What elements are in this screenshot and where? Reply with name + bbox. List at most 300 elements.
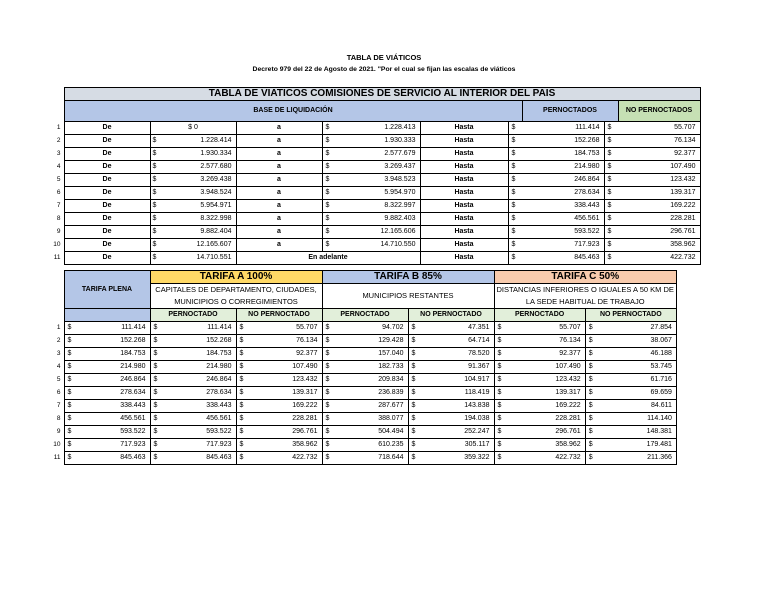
de-label: De bbox=[64, 135, 150, 148]
tarifa-b-no-pernoctado-value: 64.714 bbox=[420, 335, 494, 348]
tarifa-a-no-pernoctado-value: 139.317 bbox=[248, 387, 322, 400]
tarifa-a-no-pernoctado-value: 107.490 bbox=[248, 361, 322, 374]
currency-symbol: $ bbox=[64, 361, 76, 374]
currency-symbol: $ bbox=[508, 213, 522, 226]
currency-symbol: $ bbox=[150, 374, 162, 387]
tarifa-plena-value: 246.864 bbox=[76, 374, 150, 387]
tarifa-a-no-pernoctado-value: 123.432 bbox=[248, 374, 322, 387]
hasta-label: Hasta bbox=[420, 226, 508, 239]
tarifa-b-pernoctado-value: 209.834 bbox=[334, 374, 408, 387]
currency-symbol: $ bbox=[494, 335, 507, 348]
a-label: a bbox=[236, 239, 322, 252]
currency-symbol: $ bbox=[236, 426, 248, 439]
currency-symbol: $ bbox=[64, 348, 76, 361]
de-label: De bbox=[64, 213, 150, 226]
range-from: $ 0 bbox=[150, 122, 236, 135]
tarifa-plena-value: 152.268 bbox=[76, 335, 150, 348]
currency-symbol: $ bbox=[64, 452, 76, 465]
pernoctados-value: 246.864 bbox=[522, 174, 604, 187]
row-number: 5 bbox=[56, 376, 61, 383]
currency-symbol: $ bbox=[408, 439, 420, 452]
currency-symbol: $ bbox=[604, 135, 618, 148]
row-number: 3 bbox=[56, 350, 61, 357]
tarifa-c-description-line2: LA SEDE HABITUAL DE TRABAJO bbox=[494, 296, 676, 309]
tarifa-a-no-pernoctado-value: 296.761 bbox=[248, 426, 322, 439]
currency-symbol: $ bbox=[150, 335, 162, 348]
row-number: 4 bbox=[56, 363, 61, 370]
table1-row bbox=[50, 174, 700, 187]
no-pernoctados-value: 139.317 bbox=[618, 187, 700, 200]
a-label: a bbox=[236, 122, 322, 135]
tarifa-a-no-pernoctado-value: 92.377 bbox=[248, 348, 322, 361]
currency-symbol: $ bbox=[236, 439, 248, 452]
currency-symbol: $ bbox=[152, 228, 157, 235]
currency-symbol: $ bbox=[236, 361, 248, 374]
currency-symbol: $ bbox=[408, 452, 420, 465]
currency-symbol: $ bbox=[604, 174, 618, 187]
de-label: De bbox=[64, 161, 150, 174]
currency-symbol: $ bbox=[236, 348, 248, 361]
tarifa-b-pernoctado-value: 182.733 bbox=[334, 361, 408, 374]
table2-row bbox=[50, 335, 676, 348]
range-to: 1.228.413 bbox=[336, 122, 420, 135]
table2-row bbox=[50, 400, 676, 413]
currency-symbol: $ bbox=[494, 439, 507, 452]
currency-symbol: $ bbox=[508, 161, 522, 174]
hasta-label: Hasta bbox=[420, 239, 508, 252]
table1-row bbox=[50, 226, 700, 239]
tarifa-a-pernoctado-value: 152.268 bbox=[162, 335, 236, 348]
currency-symbol: $ bbox=[604, 239, 618, 252]
tarifa-a-no-pernoctado-value: 228.281 bbox=[248, 413, 322, 426]
row-number: 7 bbox=[56, 402, 61, 409]
tarifa-b-pernoctado-value: 157.040 bbox=[334, 348, 408, 361]
table1-row bbox=[50, 135, 700, 148]
currency-symbol: $ bbox=[585, 439, 598, 452]
tarifa-c-description-line1: DISTANCIAS INFERIORES O IGUALES A 50 KM DE bbox=[494, 284, 676, 297]
currency-symbol: $ bbox=[508, 122, 522, 135]
no-pernoctados-value: 358.962 bbox=[618, 239, 700, 252]
de-label: De bbox=[64, 239, 150, 252]
range-to: 12.165.606 bbox=[336, 226, 420, 239]
document-title: TABLA DE VIÁTICOS bbox=[346, 53, 422, 62]
tarifa-plena-value: 593.522 bbox=[76, 426, 150, 439]
range-from: $ 9.882.404 bbox=[150, 226, 236, 239]
range-to: 9.882.403 bbox=[336, 213, 420, 226]
row-number: 10 bbox=[53, 241, 61, 248]
currency-symbol: $ bbox=[236, 413, 248, 426]
currency-symbol: $ bbox=[585, 387, 598, 400]
row-number: 4 bbox=[56, 163, 61, 170]
tarifa-b-description: MUNICIPIOS RESTANTES bbox=[322, 284, 494, 309]
range-to: 2.577.679 bbox=[336, 148, 420, 161]
currency-symbol: $ bbox=[236, 452, 248, 465]
currency-symbol: $ bbox=[508, 252, 522, 265]
table2-row bbox=[50, 322, 676, 335]
hasta-label: Hasta bbox=[420, 213, 508, 226]
currency-symbol: $ bbox=[150, 400, 162, 413]
tarifa-c-pernoctado-value: 76.134 bbox=[507, 335, 585, 348]
table1-row bbox=[50, 239, 700, 252]
pernoctados-value: 152.268 bbox=[522, 135, 604, 148]
en-adelante-label: En adelante bbox=[236, 252, 420, 265]
tarifa-c-no-pernoctado-header: NO PERNOCTADO bbox=[585, 309, 676, 322]
currency-symbol: $ bbox=[494, 374, 507, 387]
currency-symbol: $ bbox=[322, 361, 334, 374]
tarifa-plena-value: 184.753 bbox=[76, 348, 150, 361]
tarifa-c-no-pernoctado-value: 84.611 bbox=[598, 400, 677, 413]
tarifa-a-pernoctado-value: 111.414 bbox=[162, 322, 236, 335]
currency-symbol: $ bbox=[150, 413, 162, 426]
tarifa-a-pernoctado-value: 338.443 bbox=[162, 400, 236, 413]
tarifa-b-no-pernoctado-value: 91.367 bbox=[420, 361, 494, 374]
table1-row bbox=[50, 200, 700, 213]
no-pernoctados-value: 296.761 bbox=[618, 226, 700, 239]
currency-symbol: $ bbox=[322, 187, 336, 200]
a-label: a bbox=[236, 135, 322, 148]
tarifa-c-pernoctado-value: 169.222 bbox=[507, 400, 585, 413]
tarifa-c-pernoctado-value: 107.490 bbox=[507, 361, 585, 374]
tarifa-c-no-pernoctado-value: 69.659 bbox=[598, 387, 677, 400]
tarifa-c-no-pernoctado-value: 53.745 bbox=[598, 361, 677, 374]
row-number: 9 bbox=[56, 228, 61, 235]
no-pernoctados-value: 76.134 bbox=[618, 135, 700, 148]
tarifa-b-no-pernoctado-value: 143.838 bbox=[420, 400, 494, 413]
row-number: 11 bbox=[53, 254, 61, 261]
currency-symbol: $ bbox=[508, 135, 522, 148]
currency-symbol: $ bbox=[322, 322, 334, 335]
tarifa-a-pernoctado-header: PERNOCTADO bbox=[150, 309, 236, 322]
currency-symbol: $ bbox=[64, 413, 76, 426]
a-label: a bbox=[236, 200, 322, 213]
tarifa-c-no-pernoctado-value: 179.481 bbox=[598, 439, 677, 452]
row-number: 6 bbox=[56, 189, 61, 196]
currency-symbol: $ bbox=[508, 226, 522, 239]
tarifa-c-no-pernoctado-value: 38.067 bbox=[598, 335, 677, 348]
tarifa-c-pernoctado-value: 296.761 bbox=[507, 426, 585, 439]
currency-symbol: $ bbox=[236, 400, 248, 413]
range-from: $ 1.930.334 bbox=[150, 148, 236, 161]
tarifa-plena-value: 111.414 bbox=[76, 322, 150, 335]
tarifa-a-header: TARIFA A 100% bbox=[150, 271, 322, 284]
tarifa-a-pernoctado-value: 593.522 bbox=[162, 426, 236, 439]
currency-symbol: $ bbox=[150, 361, 162, 374]
row-number: 1 bbox=[56, 324, 61, 331]
currency-symbol: $ bbox=[322, 348, 334, 361]
row-number: 10 bbox=[53, 441, 61, 448]
tarifa-a-description-line2: MUNICIPIOS O CORREGIMIENTOS bbox=[150, 296, 322, 309]
de-label: De bbox=[64, 200, 150, 213]
currency-symbol: $ bbox=[322, 452, 334, 465]
no-pernoctados-header: NO PERNOCTADOS bbox=[618, 101, 700, 122]
currency-symbol: $ bbox=[152, 163, 157, 170]
table2-row bbox=[50, 387, 676, 400]
tarifa-b-no-pernoctado-header: NO PERNOCTADO bbox=[408, 309, 494, 322]
currency-symbol: $ bbox=[152, 189, 157, 196]
no-pernoctados-value: 169.222 bbox=[618, 200, 700, 213]
currency-symbol: $ bbox=[508, 187, 522, 200]
tarifa-c-no-pernoctado-value: 61.716 bbox=[598, 374, 677, 387]
table2-row bbox=[50, 374, 676, 387]
currency-symbol: $ bbox=[236, 374, 248, 387]
tarifa-a-no-pernoctado-value: 55.707 bbox=[248, 322, 322, 335]
currency-symbol: $ bbox=[408, 413, 420, 426]
tarifa-c-pernoctado-value: 123.432 bbox=[507, 374, 585, 387]
de-label: De bbox=[64, 174, 150, 187]
tarifa-b-pernoctado-header: PERNOCTADO bbox=[322, 309, 408, 322]
tarifa-b-no-pernoctado-value: 118.419 bbox=[420, 387, 494, 400]
currency-symbol: $ bbox=[408, 348, 420, 361]
pernoctados-value: 338.443 bbox=[522, 200, 604, 213]
row-number: 8 bbox=[56, 415, 61, 422]
pernoctados-value: 184.753 bbox=[522, 148, 604, 161]
range-to: 1.930.333 bbox=[336, 135, 420, 148]
currency-symbol: $ bbox=[408, 335, 420, 348]
row-number: 6 bbox=[56, 389, 61, 396]
currency-symbol: $ bbox=[408, 322, 420, 335]
currency-symbol: $ bbox=[585, 335, 598, 348]
currency-symbol: $ bbox=[322, 148, 336, 161]
currency-symbol: $ bbox=[322, 239, 336, 252]
currency-symbol: $ bbox=[408, 374, 420, 387]
pernoctados-value: 214.980 bbox=[522, 161, 604, 174]
hasta-label: Hasta bbox=[420, 200, 508, 213]
no-pernoctados-value: 422.732 bbox=[618, 252, 700, 265]
range-from: $ 12.165.607 bbox=[150, 239, 236, 252]
range-from: $ 8.322.998 bbox=[150, 213, 236, 226]
range-from: $ 14.710.551 bbox=[150, 252, 236, 265]
currency-symbol: $ bbox=[150, 322, 162, 335]
range-from: $ 5.954.971 bbox=[150, 200, 236, 213]
no-pernoctados-value: 228.281 bbox=[618, 213, 700, 226]
row-number: 2 bbox=[56, 137, 61, 144]
table2-row bbox=[50, 413, 676, 426]
currency-symbol: $ bbox=[64, 426, 76, 439]
currency-symbol: $ bbox=[152, 241, 157, 248]
currency-symbol: $ bbox=[322, 387, 334, 400]
currency-symbol: $ bbox=[508, 239, 522, 252]
hasta-label: Hasta bbox=[420, 148, 508, 161]
tarifa-a-pernoctado-value: 456.561 bbox=[162, 413, 236, 426]
currency-symbol: $ bbox=[604, 213, 618, 226]
tarifa-a-no-pernoctado-header: NO PERNOCTADO bbox=[236, 309, 322, 322]
tarifa-c-no-pernoctado-value: 148.381 bbox=[598, 426, 677, 439]
tarifa-plena-header: TARIFA PLENA bbox=[64, 271, 150, 309]
tarifa-b-no-pernoctado-value: 104.917 bbox=[420, 374, 494, 387]
table2-row bbox=[50, 439, 676, 452]
range-to: 8.322.997 bbox=[336, 200, 420, 213]
tarifa-b-pernoctado-value: 504.494 bbox=[334, 426, 408, 439]
table1-row bbox=[50, 122, 700, 135]
currency-symbol: $ bbox=[585, 400, 598, 413]
currency-symbol: $ bbox=[322, 174, 336, 187]
tarifa-c-pernoctado-value: 228.281 bbox=[507, 413, 585, 426]
hasta-label: Hasta bbox=[420, 161, 508, 174]
currency-symbol: $ bbox=[64, 439, 76, 452]
currency-symbol: $ bbox=[494, 413, 507, 426]
tarifas-table bbox=[50, 270, 677, 465]
currency-symbol: $ bbox=[508, 148, 522, 161]
tarifa-c-pernoctado-value: 55.707 bbox=[507, 322, 585, 335]
range-from: $ 3.948.524 bbox=[150, 187, 236, 200]
no-pernoctados-value: 92.377 bbox=[618, 148, 700, 161]
tarifa-b-pernoctado-value: 610.235 bbox=[334, 439, 408, 452]
tarifa-c-pernoctado-value: 92.377 bbox=[507, 348, 585, 361]
range-from: $ 2.577.680 bbox=[150, 161, 236, 174]
currency-symbol: $ bbox=[494, 322, 507, 335]
currency-symbol: $ bbox=[322, 213, 336, 226]
de-label: De bbox=[64, 252, 150, 265]
hasta-label: Hasta bbox=[420, 122, 508, 135]
no-pernoctados-value: 55.707 bbox=[618, 122, 700, 135]
currency-symbol: $ bbox=[585, 348, 598, 361]
table2-row bbox=[50, 426, 676, 439]
currency-symbol: $ bbox=[585, 361, 598, 374]
currency-symbol: $ bbox=[585, 426, 598, 439]
currency-symbol: $ bbox=[64, 387, 76, 400]
tarifa-a-description-line1: CAPITALES DE DEPARTAMENTO, CIUDADES, bbox=[150, 284, 322, 297]
tarifa-a-pernoctado-value: 184.753 bbox=[162, 348, 236, 361]
currency-symbol: $ bbox=[494, 400, 507, 413]
currency-symbol: $ bbox=[508, 200, 522, 213]
tarifa-a-pernoctado-value: 214.980 bbox=[162, 361, 236, 374]
currency-symbol: $ bbox=[508, 174, 522, 187]
table1-row bbox=[50, 252, 700, 265]
currency-symbol: $ bbox=[150, 387, 162, 400]
row-number: 2 bbox=[56, 337, 61, 344]
pernoctados-header: PERNOCTADOS bbox=[522, 101, 618, 122]
currency-symbol: $ bbox=[236, 387, 248, 400]
currency-symbol: $ bbox=[604, 200, 618, 213]
currency-symbol: $ bbox=[152, 215, 157, 222]
document-subtitle: Decreto 979 del 22 de Agosto de 2021. "Por el cual se fijan las escalas de viáticos bbox=[252, 66, 516, 73]
row-number: 9 bbox=[56, 428, 61, 435]
currency-symbol: $ bbox=[152, 254, 157, 261]
table1-row bbox=[50, 213, 700, 226]
currency-symbol: $ bbox=[585, 452, 598, 465]
a-label: a bbox=[236, 226, 322, 239]
pernoctados-value: 717.923 bbox=[522, 239, 604, 252]
currency-symbol: $ bbox=[494, 348, 507, 361]
currency-symbol: $ bbox=[150, 348, 162, 361]
a-label: a bbox=[236, 187, 322, 200]
currency-symbol: $ bbox=[322, 413, 334, 426]
de-label: De bbox=[64, 122, 150, 135]
currency-symbol: $ bbox=[494, 452, 507, 465]
base-liquidacion-header: BASE DE LIQUIDACIÓN bbox=[64, 101, 522, 122]
currency-symbol: $ bbox=[152, 202, 157, 209]
row-number: 11 bbox=[53, 454, 61, 461]
currency-symbol: $ bbox=[604, 161, 618, 174]
table1-row bbox=[50, 161, 700, 174]
currency-symbol: $ bbox=[64, 374, 76, 387]
pernoctados-value: 845.463 bbox=[522, 252, 604, 265]
tarifa-b-no-pernoctado-value: 359.322 bbox=[420, 452, 494, 465]
pernoctados-value: 111.414 bbox=[522, 122, 604, 135]
no-pernoctados-value: 123.432 bbox=[618, 174, 700, 187]
tarifa-a-no-pernoctado-value: 422.732 bbox=[248, 452, 322, 465]
currency-symbol: $ bbox=[604, 148, 618, 161]
currency-symbol: $ bbox=[494, 361, 507, 374]
currency-symbol: $ bbox=[236, 335, 248, 348]
tarifa-plena-value: 717.923 bbox=[76, 439, 150, 452]
currency-symbol: $ bbox=[322, 400, 334, 413]
range-to: 3.269.437 bbox=[336, 161, 420, 174]
hasta-label: Hasta bbox=[420, 252, 508, 265]
tarifa-b-pernoctado-value: 287.677 bbox=[334, 400, 408, 413]
no-pernoctados-value: 107.490 bbox=[618, 161, 700, 174]
a-label: a bbox=[236, 161, 322, 174]
tarifa-c-pernoctado-value: 139.317 bbox=[507, 387, 585, 400]
tarifa-b-no-pernoctado-value: 252.247 bbox=[420, 426, 494, 439]
currency-symbol: $ bbox=[152, 176, 157, 183]
tarifa-c-no-pernoctado-value: 46.188 bbox=[598, 348, 677, 361]
de-label: De bbox=[64, 148, 150, 161]
a-label: a bbox=[236, 148, 322, 161]
tarifa-b-pernoctado-value: 388.077 bbox=[334, 413, 408, 426]
tarifa-a-pernoctado-value: 717.923 bbox=[162, 439, 236, 452]
tarifa-a-pernoctado-value: 246.864 bbox=[162, 374, 236, 387]
range-to: 5.954.970 bbox=[336, 187, 420, 200]
tarifa-b-header: TARIFA B 85% bbox=[322, 271, 494, 284]
currency-symbol: $ bbox=[322, 226, 336, 239]
pernoctados-value: 278.634 bbox=[522, 187, 604, 200]
currency-symbol: $ bbox=[585, 413, 598, 426]
tarifa-plena-value: 338.443 bbox=[76, 400, 150, 413]
row-number: 3 bbox=[56, 150, 61, 157]
row-number: 1 bbox=[56, 124, 61, 131]
row-number: 5 bbox=[56, 176, 61, 183]
table1-row bbox=[50, 187, 700, 200]
range-from: $ 3.269.438 bbox=[150, 174, 236, 187]
currency-symbol: $ bbox=[322, 161, 336, 174]
table1-row bbox=[50, 148, 700, 161]
currency-symbol: $ bbox=[322, 135, 336, 148]
currency-symbol: $ bbox=[322, 439, 334, 452]
table1-title: TABLA DE VIATICOS COMISIONES DE SERVICIO AL INTERIOR DEL PAIS bbox=[64, 88, 700, 101]
tarifa-plena-value: 845.463 bbox=[76, 452, 150, 465]
currency-symbol: $ bbox=[322, 122, 336, 135]
currency-symbol: $ bbox=[408, 361, 420, 374]
currency-symbol: $ bbox=[408, 400, 420, 413]
tarifa-b-no-pernoctado-value: 78.520 bbox=[420, 348, 494, 361]
de-label: De bbox=[64, 226, 150, 239]
tarifa-a-no-pernoctado-value: 358.962 bbox=[248, 439, 322, 452]
currency-symbol: $ bbox=[585, 322, 598, 335]
table2-row bbox=[50, 348, 676, 361]
currency-symbol: $ bbox=[236, 322, 248, 335]
tarifa-a-pernoctado-value: 278.634 bbox=[162, 387, 236, 400]
tarifa-c-pernoctado-header: PERNOCTADO bbox=[494, 309, 585, 322]
currency-symbol: $ bbox=[64, 400, 76, 413]
hasta-label: Hasta bbox=[420, 187, 508, 200]
currency-symbol: $ bbox=[322, 200, 336, 213]
hasta-label: Hasta bbox=[420, 135, 508, 148]
tarifa-b-no-pernoctado-value: 305.117 bbox=[420, 439, 494, 452]
viaticos-table bbox=[50, 87, 701, 265]
tarifa-c-no-pernoctado-value: 114.140 bbox=[598, 413, 677, 426]
tarifa-a-pernoctado-value: 845.463 bbox=[162, 452, 236, 465]
currency-symbol: $ bbox=[152, 150, 157, 157]
range-to: 3.948.523 bbox=[336, 174, 420, 187]
tarifa-c-pernoctado-value: 422.732 bbox=[507, 452, 585, 465]
hasta-label: Hasta bbox=[420, 174, 508, 187]
tarifa-c-pernoctado-value: 358.962 bbox=[507, 439, 585, 452]
tarifa-plena-value: 214.980 bbox=[76, 361, 150, 374]
currency-symbol: $ bbox=[150, 439, 162, 452]
currency-symbol: $ bbox=[322, 426, 334, 439]
pernoctados-value: 593.522 bbox=[522, 226, 604, 239]
